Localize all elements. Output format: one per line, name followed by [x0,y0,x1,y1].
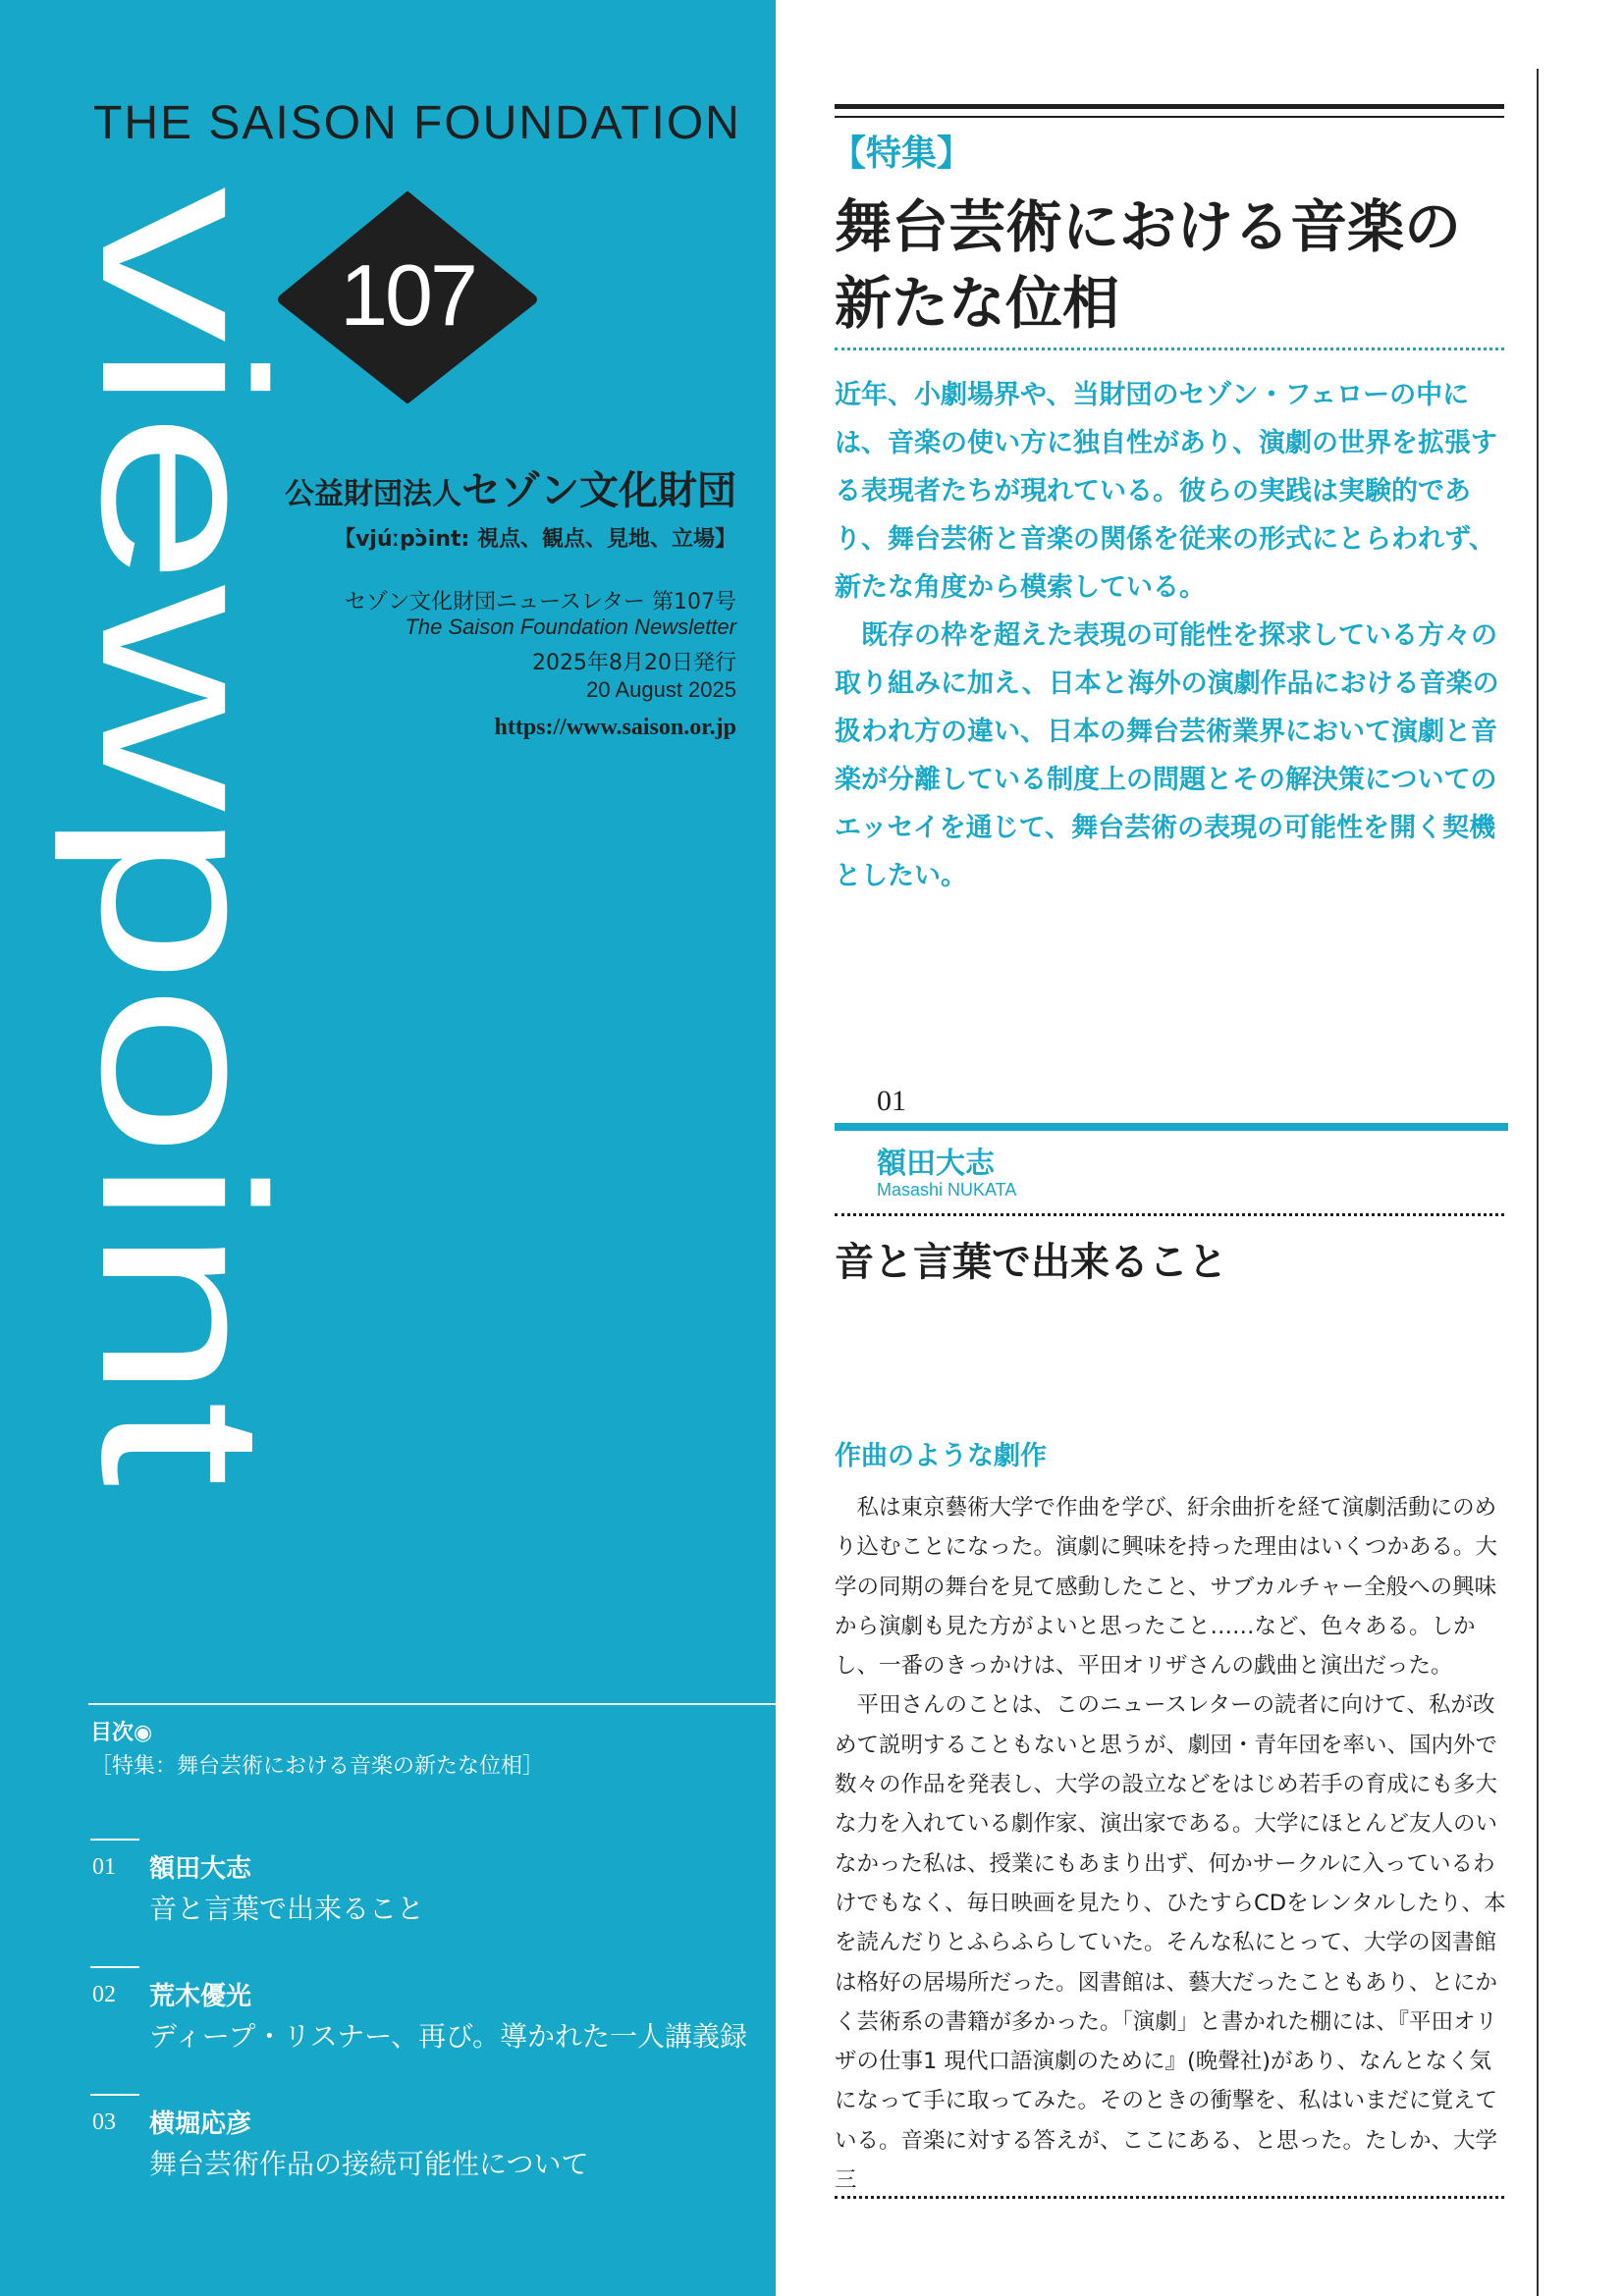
issue-date-ja: 2025年8月20日発行 [532,651,736,675]
toc-item-title: ディープ・リスナー、再び。導かれた一人講義録 [149,2020,748,2053]
toc-feature-title: ［特集：舞台芸術における音楽の新たな位相］ [90,1754,545,1779]
feature-title [835,188,1502,342]
feature-title-line: 新たな位相 [835,270,1120,337]
article-number: 01 [877,1085,906,1117]
author-divider [835,1213,1504,1216]
article-author: 額田大志 [877,1147,995,1181]
newsletter-title-en: The Saison Foundation Newsletter [405,614,736,639]
org-name [285,459,736,515]
toc-item-rule [90,1839,139,1841]
toc-item-author: 額田大志 [149,1854,252,1884]
cover-panel [0,0,776,2296]
article-bar [835,1123,1508,1131]
org-main-name: セゾン文化財団 [461,468,736,513]
toc-item-author: 荒木優光 [149,1982,252,2011]
page-edge-rule [1537,69,1539,2296]
viewpoint-logo [54,187,312,1492]
toc-item-rule [90,2094,139,2096]
toc-item[interactable] [90,1966,758,2053]
toc-item-number: 02 [92,1982,116,2007]
body-paragraph: 私は東京藝術大学で作曲を学び、紆余曲折を経て演劇活動にのめり込むことになった。演劇に興味を持った理由はいくつかある。大学の同期の舞台を見て感動したこと、サブカルチャー全般への興味から演劇も見た方がよいと思ったこと……など、色々ある。しかし、一番のきっかけは、平田オリザさんの戯曲と演出だった。 [835,1495,1498,1680]
feature-title-line: 舞台芸術における音楽の [835,193,1462,260]
article-title: 音と言葉で出来ること [835,1240,1227,1285]
toc-item-number: 01 [92,1854,116,1880]
toc-item[interactable] [90,2094,758,2180]
article-body [835,1488,1512,2200]
toc-item-title: 舞台芸術作品の接続可能性について [149,2148,589,2180]
pronunciation: 【vjúːpɔ̀int: 視点、観点、見地、立場】 [334,527,736,552]
toc-heading: 目次◉ [90,1721,153,1745]
toc-item-number: 03 [92,2109,116,2135]
bottom-divider [835,2196,1504,2199]
toc-item-title: 音と言葉で出来ること [149,1893,425,1925]
toc-item-rule [90,1966,139,1968]
feature-lead [835,371,1512,900]
body-paragraph: 平田さんのことは、このニュースレターの読者に向けて、私が改めて説明することもないと思うが、劇団・青年団を率い、国内外で数々の作品を発表し、大学の設立などをはじめ若手の育成にも多大な力を入れている劇作家、演出家である。大学にほとんど友人のいなかった私は、授業にもあまり出ず、何かサークルに入っているわけでもなく、毎日映画を見たり、ひたすらCDをレンタルしたり、本を読んだりとふらふらしていた。そんな私にとって、大学の図書館は格好の居場所だった。図書館は、藝大だったこともあり、とにかく芸術系の書籍が多かった。「演劇」と書かれた棚には、『平田オリザの仕事1 現代口語演劇のために』(晩聲社)があり、なんとなく気になって手に取ってみた。そのときの衝撃を、私はいまだに覚えている。音楽に対する答えが、ここにある、と思った。たしか、大学三 [835,1692,1506,2194]
newsletter-title-ja: セゾン文化財団ニュースレター 第107号 [344,590,736,614]
lead-paragraph: 既存の枠を超えた表現の可能性を探求している方々の取り組みに加え、日本と海外の演劇作品における音楽の扱われ方の違い、日本の舞台芸術業界において演劇と音楽が分離している制度上の問題とその解決策についてのエッセイを通じて、舞台芸術の表現の可能性を開く契機としたい。 [835,620,1499,891]
org-prefix: 公益財団法人 [285,477,461,511]
toc-item[interactable] [90,1839,758,1925]
article-author-en: Masashi NUKATA [877,1180,1017,1200]
issue-date-en: 20 August 2025 [586,677,736,702]
lead-divider [835,347,1504,350]
issue-number: 107 [340,246,475,344]
header-double-rule [835,104,1504,118]
foundation-name: THE SAISON FOUNDATION [93,97,741,149]
logo-text: viewpoint [54,187,312,1148]
section-heading: 作曲のような劇作 [835,1441,1047,1471]
toc-item-author: 横堀応彦 [149,2109,252,2139]
feature-label: 【特集】 [831,133,973,174]
website-link[interactable]: https://www.saison.or.jp [494,715,736,740]
toc-divider [88,1703,776,1705]
lead-paragraph: 近年、小劇場界や、当財団のセゾン・フェローの中には、音楽の使い方に独自性があり、演劇の世界を拡張する表現者たちが現れている。彼らの実践は実験的であり、舞台芸術と音楽の関係を従来の形式にとらわれず、新たな角度から模索している。 [835,380,1497,603]
